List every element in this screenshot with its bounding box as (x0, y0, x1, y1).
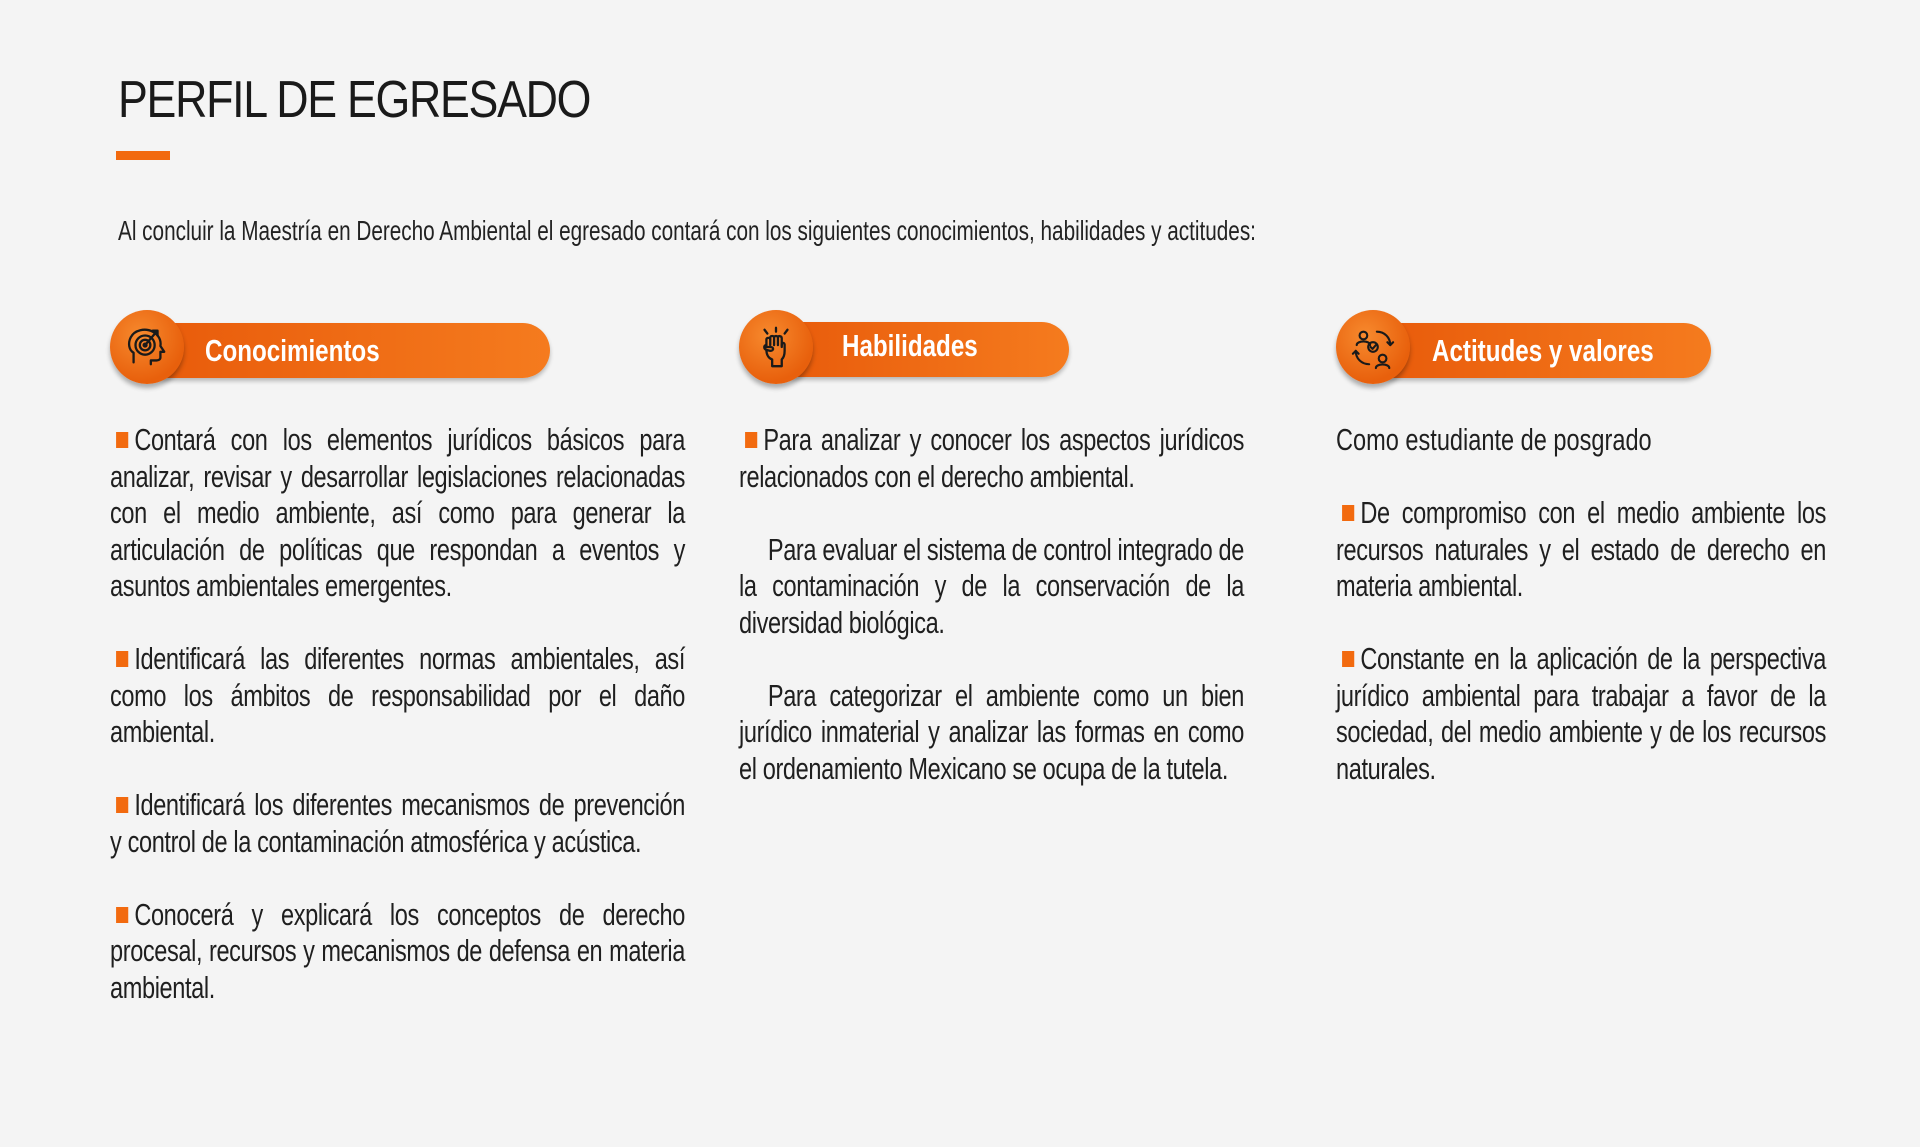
bullet-square-icon (1342, 651, 1354, 667)
items-list (739, 422, 1244, 824)
bullet-square-icon (745, 432, 757, 448)
list-item (739, 422, 1244, 495)
list-item (110, 787, 685, 860)
item-text: Para categorizar el ambiente como un bien jurídico inmaterial y analizar las formas en como el ordenamiento Mexicano se ocupa de la tutela. (739, 677, 1244, 786)
items-list (1336, 422, 1826, 824)
page-title: PERFIL DE EGRESADO (118, 71, 591, 129)
people-cycle-icon (1336, 310, 1410, 384)
items-list (110, 422, 685, 1043)
heading-label: Habilidades (842, 328, 978, 363)
item-text: Para analizar y conocer los aspectos jurídicos relacionados con el derecho ambiental. (739, 422, 1244, 494)
item-text: Identificará los diferentes mecanismos de prevención y control de la contaminación atmosférica y acústica. (110, 787, 685, 859)
bullet-square-icon (116, 432, 128, 448)
item-text: Identificará las diferentes normas ambientales, así como los ámbitos de responsabilidad por el daño ambiental. (110, 641, 685, 749)
title-underline (116, 151, 170, 160)
list-item (739, 532, 1244, 642)
list-item (739, 678, 1244, 788)
item-text: Constante en la aplicación de la perspectiva jurídico ambiental para trabajar a favor de la sociedad, del medio ambiente y de los recursos naturales. (1336, 641, 1826, 786)
list-item (110, 641, 685, 751)
item-text: Contará con los elementos jurídicos básicos para analizar, revisar y desarrollar legislaciones relacionadas con el medio ambiente, así como para generar la articulación de políticas que respondan a eventos y asuntos ambientales emergentes. (110, 422, 685, 603)
heading-label: Conocimientos (205, 333, 380, 368)
list-item (110, 422, 685, 605)
heading-label: Actitudes y valores (1432, 333, 1654, 368)
bullet-square-icon (116, 651, 128, 667)
lead-text: Como estudiante de posgrado (1336, 422, 1652, 457)
raised-fist-icon (739, 310, 813, 384)
bullet-square-icon (1342, 505, 1354, 521)
bullet-square-icon (116, 907, 128, 923)
list-item (110, 897, 685, 1007)
list-item (1336, 641, 1826, 787)
item-text: Para evaluar el sistema de control integrado de la contaminación y de la conservación de la diversidad biológica. (739, 531, 1244, 640)
head-target-icon (110, 310, 184, 384)
item-text: De compromiso con el medio ambiente los recursos naturales y el estado de derecho en materia ambiental. (1336, 495, 1826, 603)
list-item (1336, 495, 1826, 605)
bullet-square-icon (116, 797, 128, 813)
item-text: Conocerá y explicará los conceptos de derecho procesal, recursos y mecanismos de defensa en materia ambiental. (110, 896, 685, 1005)
intro-text: Al concluir la Maestría en Derecho Ambiental el egresado contará con los siguientes conocimientos, habilidades y actitudes: (118, 215, 1256, 246)
